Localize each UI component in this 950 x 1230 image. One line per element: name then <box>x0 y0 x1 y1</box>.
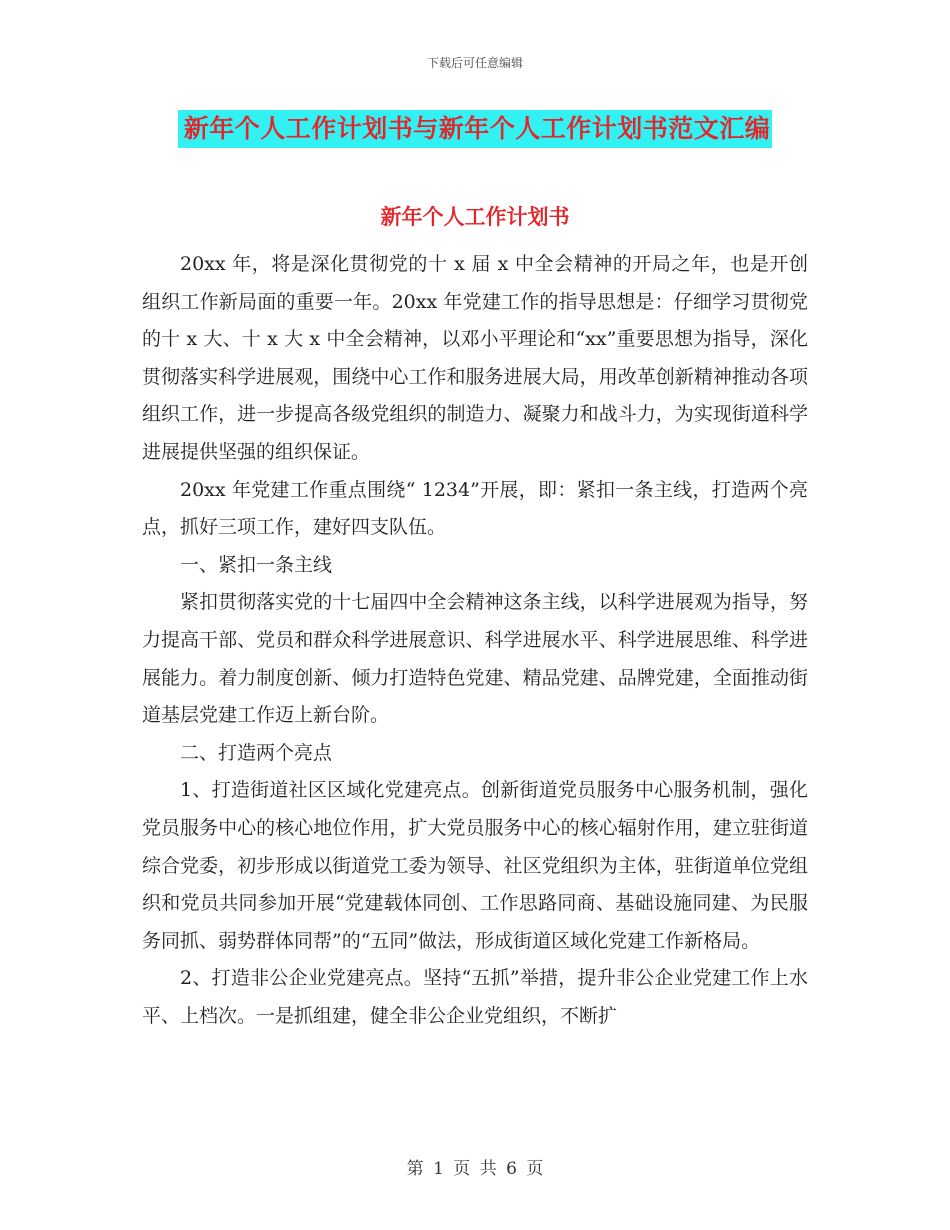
main-title: 新年个人工作计划书与新年个人工作计划书范文汇编 <box>178 110 773 148</box>
paragraph-intro: 20xx 年，将是深化贯彻党的十 x 届 x 中全会精神的开局之年，也是开创组织工作新局面的重要一年。20xx 年党建工作的指导思想是：仔细学习贯彻党的十 x 大、十 x 大 x 中全会精神，以邓小平理论和“xx”重要思想为指导，深化贯彻落实科学进展观，围绕中心工作和服务进展大局，用改革创新精神推动各项组织工作，进一步提高各级党组织的制造力、凝聚力和战斗力，为实现街道科学进展提供坚强的组织保证。 <box>142 253 808 463</box>
paragraph-highlight-two: 2、打造非公企业党建亮点。坚持“五抓”举措，提升非公企业党建工作上水平、上档次。一是抓组建，健全非公企业党组织，不断扩 <box>142 967 808 1027</box>
page-header-note: 下载后可任意编辑 <box>426 56 523 70</box>
heading-one-main-line: 一、紧扣一条主线 <box>180 553 333 576</box>
paragraph-focus: 20xx 年党建工作重点围绕“ 1234”开展，即：紧扣一条主线，打造两个亮点，抓好三项工作，建好四支队伍。 <box>142 478 808 539</box>
page-number: 第 1 页 共 6 页 <box>406 1159 544 1179</box>
document-body <box>142 246 808 1035</box>
main-title-container <box>0 110 950 148</box>
heading-two-highlights: 二、打造两个亮点 <box>180 741 333 764</box>
paragraph-main-line: 紧扣贯彻落实党的十七届四中全会精神这条主线，以科学进展观为指导，努力提高干部、党员和群众科学进展意识、科学进展水平、科学进展思维、科学进展能力。着力制度创新、倾力打造特色党建、精品党建、品牌党建，全面推动街道基层党建工作迈上新台阶。 <box>142 591 808 727</box>
section-title: 新年个人工作计划书 <box>380 204 570 229</box>
paragraph-highlight-one: 1、打造街道社区区域化党建亮点。创新街道党员服务中心服务机制，强化党员服务中心的核心地位作用，扩大党员服务中心的核心辐射作用，建立驻街道综合党委，初步形成以街道党工委为领导、社区党组织为主体，驻街道单位党组织和党员共同参加开展“党建载体同创、工作思路同商、基础设施同建、为民服务同抓、弱势群体同帮”的“五同”做法，形成街道区域化党建工作新格局。 <box>142 779 808 952</box>
